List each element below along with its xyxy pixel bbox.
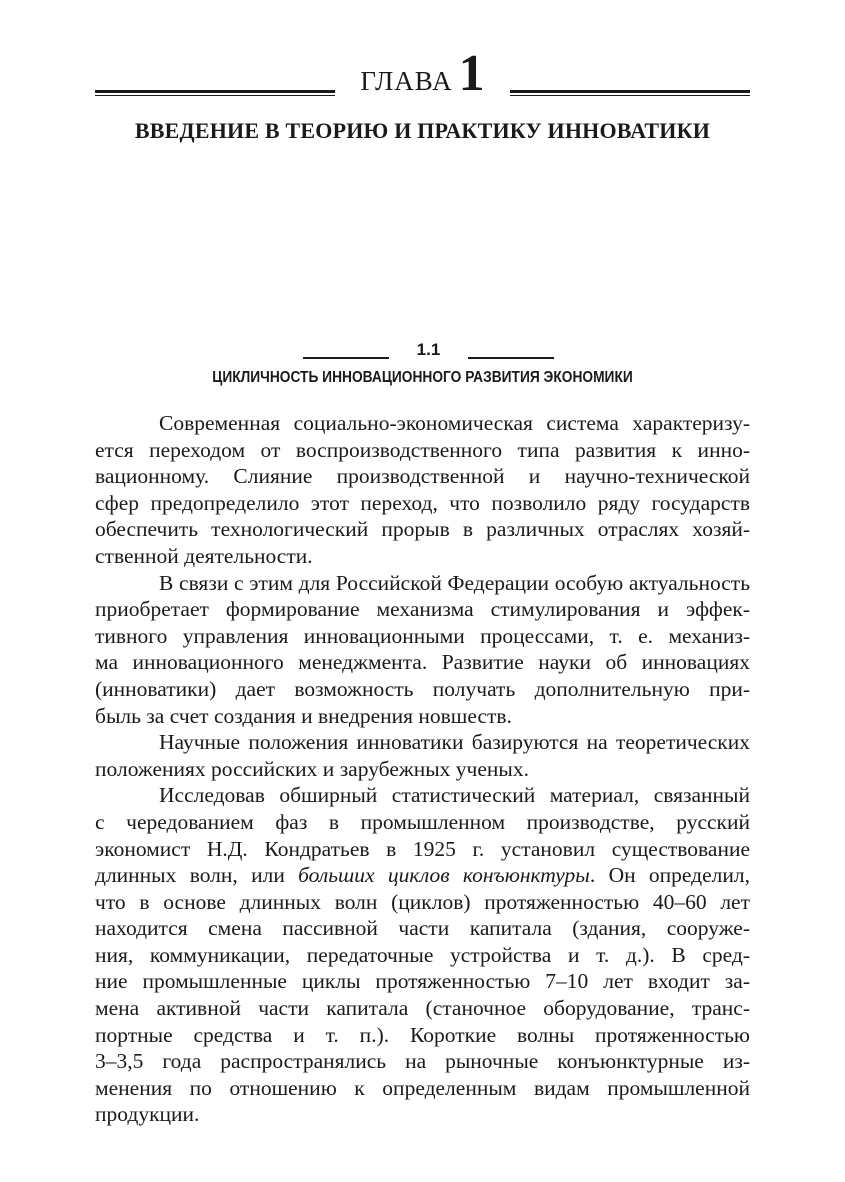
text-line: приобретает формирование механизма стимулирования и эффек- xyxy=(95,597,750,622)
section-number: 1.1 xyxy=(416,340,441,359)
text-line: ственной деятельности. xyxy=(95,543,313,568)
paragraph-2 xyxy=(95,570,750,730)
text-line: находится смена пассивной части капитала (здания, сооруже- xyxy=(95,916,750,941)
text-line: положениях российских и зарубежных ученых. xyxy=(95,756,529,781)
section-header xyxy=(95,340,750,370)
text-line: тивного управления инновационными процессами, т. е. механиз- xyxy=(95,623,750,648)
text-line: ние промышленные циклы протяженностью 7–10 лет входит за- xyxy=(95,969,750,994)
text-line: что в основе длинных волн (циклов) протяженностью 40–60 лет xyxy=(95,889,750,914)
text-run: . Он определил, xyxy=(589,863,750,888)
text-line-mixed xyxy=(95,862,750,889)
paragraph-4 xyxy=(95,782,750,1128)
paragraph-1 xyxy=(95,410,750,570)
text-line: ния, коммуникации, передаточные устройства и т. д.). В сред- xyxy=(95,942,750,967)
chapter-rule-left xyxy=(95,90,335,93)
text-line: продукции. xyxy=(95,1102,200,1127)
section-rule-left xyxy=(303,357,389,359)
text-line: ма инновационного менеджмента. Развитие науки об инновациях xyxy=(95,650,750,675)
chapter-title: ВВЕДЕНИЕ В ТЕОРИЮ И ПРАКТИКУ ИННОВАТИКИ xyxy=(134,118,711,143)
chapter-header xyxy=(95,45,750,102)
text-line: быль за счет создания и внедрения новшеств. xyxy=(95,703,512,728)
text-line: менения по отношению к определенным видам промышленной xyxy=(95,1075,750,1100)
text-line: 3–3,5 года распространялись на рыночные конъюнктурные из- xyxy=(95,1049,750,1074)
section-rule-right xyxy=(468,357,554,359)
text-line: обеспечить технологический прорыв в различных отраслях хозяй- xyxy=(95,517,750,542)
text-line: Исследовав обширный статистический материал, связанный xyxy=(159,783,750,808)
text-line: сфер предопределило этот переход, что позволило ряду государств xyxy=(95,490,750,515)
text-line: экономист Н.Д. Кондратьев в 1925 г. установил существование xyxy=(95,836,750,861)
text-line: ется переходом от воспроизводственного типа развития к инно- xyxy=(95,437,750,462)
chapter-number: 1 xyxy=(458,45,485,102)
chapter-rule-right xyxy=(510,90,750,93)
text-line: мена активной части капитала (станочное оборудование, транс- xyxy=(95,996,750,1021)
paragraph-3 xyxy=(95,729,750,782)
section-title: ЦИКЛИЧНОСТЬ ИННОВАЦИОННОГО РАЗВИТИЯ ЭКОНОМИКИ xyxy=(212,369,633,386)
text-line: вационному. Слияние производственной и научно-технической xyxy=(95,464,750,489)
text-line: (инноватики) дает возможность получать дополнительную при- xyxy=(95,676,750,701)
text-line: Современная социально-экономическая система характеризу- xyxy=(159,411,750,435)
text-line: В связи с этим для Российской Федерации особую актуальность xyxy=(159,570,750,595)
text-line: портные средства и т. п.). Короткие волны протяженностью xyxy=(95,1022,750,1047)
text-run: длинных волн, или xyxy=(95,863,299,888)
chapter-word: ГЛАВА xyxy=(360,66,453,96)
chapter-label xyxy=(335,45,510,102)
body-text xyxy=(95,410,750,1128)
text-line: Научные положения инноватики базируются на теоретических xyxy=(159,730,750,755)
text-line: с чередованием фаз в промышленном производстве, русский xyxy=(95,809,750,834)
italic-term: больших циклов конъюнктуры xyxy=(298,863,590,888)
